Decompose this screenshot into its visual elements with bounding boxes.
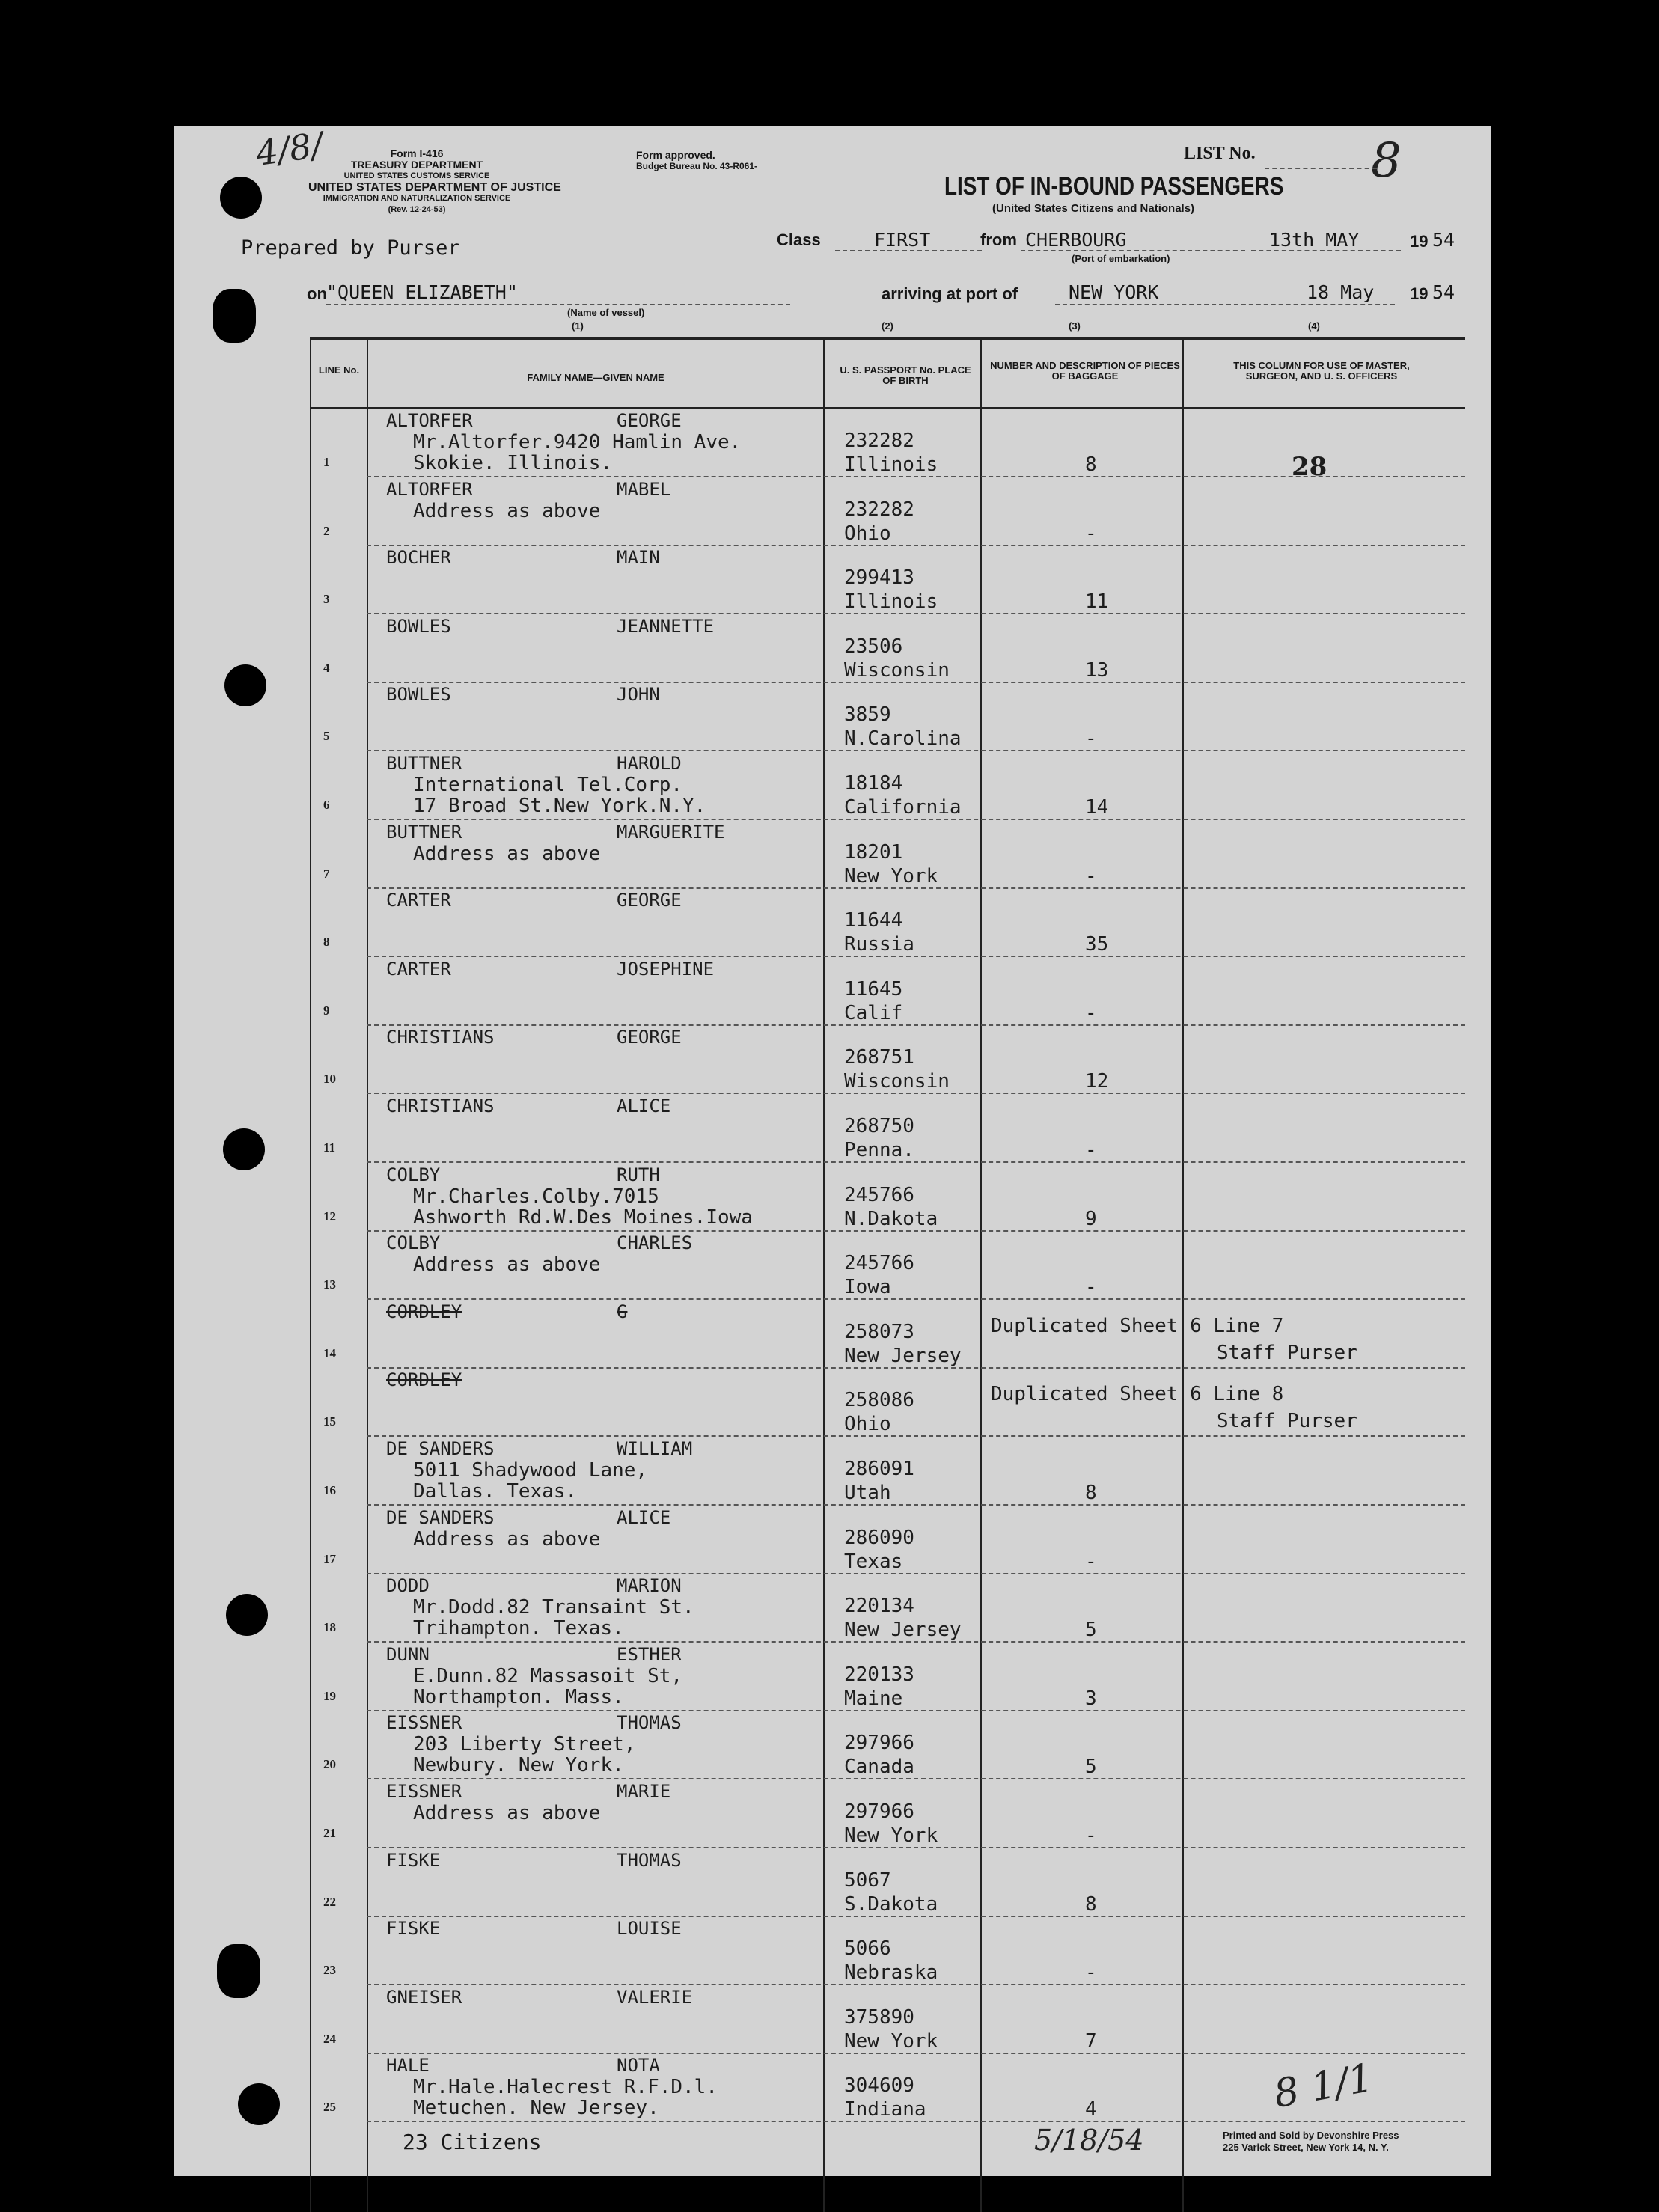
table-row (174, 751, 1491, 820)
line-number: 24 (323, 2031, 336, 2046)
address-line-1: Address as above (413, 499, 601, 522)
place-of-birth: Illinois (844, 453, 938, 476)
table-row (174, 820, 1491, 889)
header-officers: THIS COLUMN FOR USE OF MASTER, SURGEON, AND U. S. OFFICERS (1233, 360, 1410, 382)
citizen-count: 23 Citizens (403, 2130, 542, 2154)
given-name: HAROLD (617, 753, 682, 774)
given-name: ALICE (617, 1506, 671, 1528)
line-number: 17 (323, 1551, 336, 1566)
header-baggage: NUMBER AND DESCRIPTION OF PIECES OF BAGGAGE (990, 360, 1180, 382)
baggage-count: - (1085, 1961, 1097, 1985)
given-name: MARIE (617, 1781, 671, 1802)
arrival-year-prefix: 19 (1410, 284, 1429, 303)
given-name: MARGUERITE (617, 821, 725, 843)
baggage-count: 12 (1085, 1070, 1109, 1093)
baggage-count: 14 (1085, 796, 1109, 819)
on-label: on (307, 284, 327, 303)
passport-number: 299413 (844, 566, 914, 590)
passport-number: 258073 (844, 1320, 914, 1343)
page-title: LIST OF IN-BOUND PASSENGERS (944, 172, 1284, 201)
line-number: 3 (323, 592, 330, 607)
passport-number: 5066 (844, 1937, 891, 1961)
line-number: 25 (323, 2100, 336, 2115)
passport-number: 232282 (844, 430, 914, 452)
given-name: JEANNETTE (617, 615, 715, 637)
place-of-birth: Iowa (844, 1276, 891, 1299)
address-line-1: Mr.Altorfer.9420 Hamlin Ave. (413, 431, 742, 453)
given-name: GEORGE (617, 890, 682, 911)
given-name: G (617, 1301, 628, 1322)
baggage-count: - (1085, 1001, 1097, 1024)
address-line-2: Skokie. Illinois. (413, 452, 613, 474)
address-line-2: Newbury. New York. (413, 1754, 624, 1777)
table-row (174, 409, 1491, 482)
place-of-birth: Russia (844, 933, 914, 956)
passport-number: 258086 (844, 1389, 914, 1412)
given-name: WILLIAM (617, 1438, 693, 1459)
duplicate-note: Duplicated Sheet 6 Line 7 (991, 1314, 1284, 1337)
family-name: DODD (386, 1575, 430, 1597)
col-number: (4) (1308, 320, 1320, 332)
line-number: 12 (323, 1209, 336, 1223)
table-row (174, 1643, 1491, 1711)
embark-year-prefix: 19 (1410, 232, 1429, 251)
baggage-count: 8 (1085, 1482, 1097, 1504)
family-name: GNEISER (386, 1986, 462, 2008)
passport-number: 286091 (844, 1458, 914, 1480)
line-number: 6 (323, 798, 330, 812)
form-approval: Form approved. Budget Bureau No. 43-R061- (636, 149, 758, 171)
table-row (174, 1848, 1491, 1917)
baggage-count: 8 (1085, 453, 1097, 476)
place-of-birth: Canada (844, 1756, 914, 1779)
officer-note: 28 (1292, 452, 1327, 482)
line-number: 20 (323, 1757, 336, 1772)
address-line-1: Mr.Charles.Colby.7015 (413, 1185, 659, 1208)
table-row (174, 1300, 1491, 1369)
printer-line-1: Printed and Sold by Devonshire Press (1223, 2130, 1399, 2141)
header-name: FAMILY NAME—GIVEN NAME (527, 372, 664, 383)
given-name: MABEL (617, 478, 671, 500)
place-of-birth: N.Carolina (844, 727, 962, 751)
given-name: THOMAS (617, 1712, 682, 1734)
baggage-count: - (1085, 522, 1097, 545)
col-number: (1) (572, 320, 584, 332)
family-name: HALE (386, 2055, 430, 2077)
corner-note: 4/8/ (253, 124, 326, 174)
family-name: DE SANDERS (386, 1438, 495, 1459)
given-name: LOUISE (617, 1918, 682, 1940)
passport-number: 232282 (844, 498, 914, 521)
passport-number: 297966 (844, 1800, 914, 1823)
arrival-date: 18 May (1307, 281, 1375, 303)
place-of-birth: New York (844, 864, 938, 887)
baggage-count: 5 (1085, 1756, 1097, 1779)
address-line-2: Metuchen. New Jersey. (413, 2097, 659, 2120)
arriving-label: arriving at port of (882, 284, 1018, 303)
place-of-birth: Wisconsin (844, 659, 950, 682)
place-of-birth: Calif (844, 1001, 903, 1024)
line-number: 15 (323, 1414, 336, 1429)
baggage-count: 9 (1085, 1207, 1097, 1230)
line-number: 19 (323, 1688, 336, 1703)
baggage-count: - (1085, 1139, 1097, 1161)
place-of-birth: California (844, 796, 962, 819)
place-of-birth: Nebraska (844, 1961, 938, 1985)
baggage-count: - (1085, 1824, 1097, 1847)
table-row (174, 546, 1491, 614)
family-name: DUNN (386, 1643, 430, 1665)
vessel-caption: (Name of vessel) (567, 307, 645, 318)
arrival-year: 54 (1432, 281, 1455, 303)
prepared-by: Prepared by Purser (241, 236, 460, 260)
purser-signature: 5/18/54 (1034, 2124, 1144, 2157)
place-of-birth: S.Dakota (844, 1892, 938, 1916)
place-of-birth: Illinois (844, 590, 938, 614)
address-line-2: Trihampton. Texas. (413, 1617, 624, 1640)
table-row (174, 1916, 1491, 1985)
given-name: ESTHER (617, 1643, 682, 1665)
table-row (174, 1779, 1491, 1848)
tally-note: 8 1/1 (1270, 2055, 1377, 2118)
address-line-1: 5011 Shadywood Lane, (413, 1459, 648, 1482)
place-of-birth: Maine (844, 1687, 903, 1710)
punch-hole (220, 177, 262, 219)
family-name: COLBY (386, 1164, 441, 1185)
address-line-2: 17 Broad St.New York.N.Y. (413, 795, 706, 817)
table-row (174, 682, 1491, 751)
baggage-count: - (1085, 1550, 1097, 1573)
passport-number: 23506 (844, 635, 903, 658)
family-name: FISKE (386, 1918, 441, 1940)
col-number: (2) (882, 320, 893, 332)
table-row (174, 957, 1491, 1026)
family-name: CORDLEY (386, 1301, 462, 1322)
given-name: JOHN (617, 684, 660, 706)
address-line-1: Address as above (413, 1527, 601, 1550)
place-of-birth: New Jersey (844, 1344, 962, 1367)
line-number: 11 (323, 1140, 336, 1155)
baggage-count: 4 (1085, 2098, 1097, 2121)
staff-purser-note: Staff Purser (1217, 1410, 1357, 1433)
passport-number: 304609 (844, 2074, 914, 2098)
passport-number: 375890 (844, 2005, 914, 2029)
table-row (174, 1025, 1491, 1094)
passport-number: 245766 (844, 1252, 914, 1275)
baggage-count: 3 (1085, 1687, 1097, 1710)
family-name: BUTTNER (386, 821, 462, 843)
arrival-port: NEW YORK (1069, 281, 1159, 303)
passport-number: 18184 (844, 772, 903, 795)
given-name: THOMAS (617, 1849, 682, 1871)
line-number: 10 (323, 1072, 336, 1087)
punch-hole (213, 289, 256, 343)
given-name: VALERIE (617, 1986, 693, 2008)
place-of-birth: Texas (844, 1550, 903, 1573)
line-number: 8 (323, 935, 330, 950)
line-number: 14 (323, 1345, 336, 1360)
family-name: DE SANDERS (386, 1506, 495, 1528)
header-passport: U. S. PASSPORT No. PLACE OF BIRTH (840, 364, 971, 386)
address-line-2: Dallas. Texas. (413, 1480, 578, 1503)
family-name: CARTER (386, 890, 451, 911)
place-of-birth: Utah (844, 1482, 891, 1504)
line-number: 22 (323, 1894, 336, 1909)
address-line-1: 203 Liberty Street, (413, 1733, 636, 1756)
line-number: 9 (323, 1003, 330, 1018)
place-of-birth: New York (844, 2029, 938, 2053)
address-line-1: Address as above (413, 842, 601, 865)
duplicate-note: Duplicated Sheet 6 Line 8 (991, 1383, 1284, 1406)
line-number: 21 (323, 1826, 336, 1840)
printer-line-2: 225 Varick Street, New York 14, N. Y. (1223, 2142, 1389, 2153)
line-number: 7 (323, 866, 330, 881)
passport-number: 220134 (844, 1595, 914, 1618)
table-row (174, 888, 1491, 957)
line-number: 5 (323, 729, 330, 744)
place-of-birth: New Jersey (844, 1619, 962, 1642)
family-name: BUTTNER (386, 753, 462, 774)
given-name: JOSEPHINE (617, 958, 715, 980)
baggage-count: 11 (1085, 590, 1109, 614)
baggage-count: 13 (1085, 659, 1109, 682)
place-of-birth: Ohio (844, 1413, 891, 1436)
family-name: CHRISTIANS (386, 1096, 495, 1116)
from-value: CHERBOURG (1025, 229, 1127, 251)
table-row (174, 477, 1491, 546)
given-name: MARION (617, 1575, 682, 1597)
table-row (174, 1094, 1491, 1163)
place-of-birth: Indiana (844, 2098, 926, 2121)
line-number: 23 (323, 1963, 336, 1978)
family-name: BOCHER (386, 547, 451, 569)
passport-number: 11645 (844, 977, 903, 1000)
from-label: from (980, 230, 1017, 249)
class-label: Class (777, 230, 821, 249)
family-name: CORDLEY (386, 1369, 462, 1391)
family-name: BOWLES (386, 684, 451, 706)
passport-number: 297966 (844, 1732, 914, 1755)
class-value: FIRST (874, 229, 931, 251)
baggage-count: - (1085, 727, 1097, 751)
place-of-birth: New York (844, 1824, 938, 1847)
table-row (174, 1231, 1491, 1300)
embark-date: 13th MAY (1269, 229, 1360, 251)
embark-year: 54 (1432, 229, 1455, 251)
vessel-name: "QUEEN ELIZABETH" (326, 281, 518, 303)
place-of-birth: Ohio (844, 522, 891, 545)
place-of-birth: Wisconsin (844, 1070, 950, 1093)
form-block: Form I-416 TREASURY DEPARTMENT UNITED STATES CUSTOMS SERVICE UNITED STATES DEPARTMENT OF JUSTICE IMMIGRATION AND NATURALIZATION SERVICE (Rev. 12-24-53) (308, 147, 561, 214)
table-row (174, 1985, 1491, 2054)
given-name: MAIN (617, 547, 660, 569)
baggage-count: 8 (1085, 1892, 1097, 1916)
address-line-1: Mr.Hale.Halecrest R.F.D.l. (413, 2076, 718, 2099)
passport-number: 11644 (844, 909, 903, 932)
address-line-2: Northampton. Mass. (413, 1685, 624, 1708)
family-name: CARTER (386, 958, 451, 980)
passport-number: 18201 (844, 840, 903, 864)
list-no-value: 8 (1371, 133, 1402, 189)
col-number: (3) (1069, 320, 1081, 332)
given-name: GEORGE (617, 410, 682, 431)
page-subtitle: (United States Citizens and Nationals) (992, 202, 1195, 215)
given-name: RUTH (617, 1164, 660, 1185)
staff-purser-note: Staff Purser (1217, 1341, 1357, 1364)
table-row (174, 614, 1491, 683)
given-name: NOTA (617, 2055, 660, 2077)
given-name: CHARLES (617, 1232, 693, 1254)
family-name: ALTORFER (386, 410, 473, 431)
line-number: 16 (323, 1483, 336, 1497)
address-line-1: International Tel.Corp. (413, 774, 683, 796)
baggage-count: - (1085, 1276, 1097, 1299)
passport-number: 268750 (844, 1115, 914, 1137)
baggage-count: 5 (1085, 1619, 1097, 1642)
table-row (174, 1163, 1491, 1232)
table-row (174, 1368, 1491, 1437)
line-number: 1 (323, 455, 330, 469)
place-of-birth: N.Dakota (844, 1207, 938, 1230)
family-name: COLBY (386, 1232, 441, 1254)
passport-number: 220133 (844, 1663, 914, 1686)
passport-number: 5067 (844, 1869, 891, 1892)
passport-number: 245766 (844, 1183, 914, 1206)
family-name: FISKE (386, 1849, 441, 1871)
address-line-1: Address as above (413, 1802, 601, 1824)
table-row (174, 1574, 1491, 1643)
given-name: ALICE (617, 1096, 671, 1116)
header-line-no: LINE No. (318, 364, 360, 376)
family-name: CHRISTIANS (386, 1027, 495, 1048)
address-line-2: Ashworth Rd.W.Des Moines.Iowa (413, 1206, 753, 1229)
place-of-birth: Penna. (844, 1139, 914, 1161)
given-name: GEORGE (617, 1027, 682, 1048)
table-row (174, 1437, 1491, 1506)
row-rule (367, 2121, 1465, 2122)
family-name: ALTORFER (386, 478, 473, 500)
family-name: BOWLES (386, 615, 451, 637)
passport-number: 3859 (844, 703, 891, 727)
address-line-1: Address as above (413, 1253, 601, 1277)
list-no-label: LIST No. (1184, 144, 1256, 163)
family-name: EISSNER (386, 1781, 462, 1802)
baggage-count: - (1085, 864, 1097, 887)
passport-number: 286090 (844, 1526, 914, 1549)
line-number: 4 (323, 660, 330, 675)
table-row (174, 1506, 1491, 1574)
line-number: 13 (323, 1277, 336, 1292)
passport-number: 268751 (844, 1046, 914, 1069)
family-name: EISSNER (386, 1712, 462, 1734)
port-embark-caption: (Port of embarkation) (1072, 253, 1170, 264)
line-number: 18 (323, 1620, 336, 1635)
passenger-manifest-sheet (174, 126, 1491, 2176)
address-line-1: Mr.Dodd.82 Transaint St. (413, 1596, 694, 1619)
table-row (174, 1711, 1491, 1779)
baggage-count: 35 (1085, 933, 1109, 956)
baggage-count: 7 (1085, 2029, 1097, 2053)
address-line-1: E.Dunn.82 Massasoit St, (413, 1664, 683, 1687)
line-number: 2 (323, 523, 330, 538)
